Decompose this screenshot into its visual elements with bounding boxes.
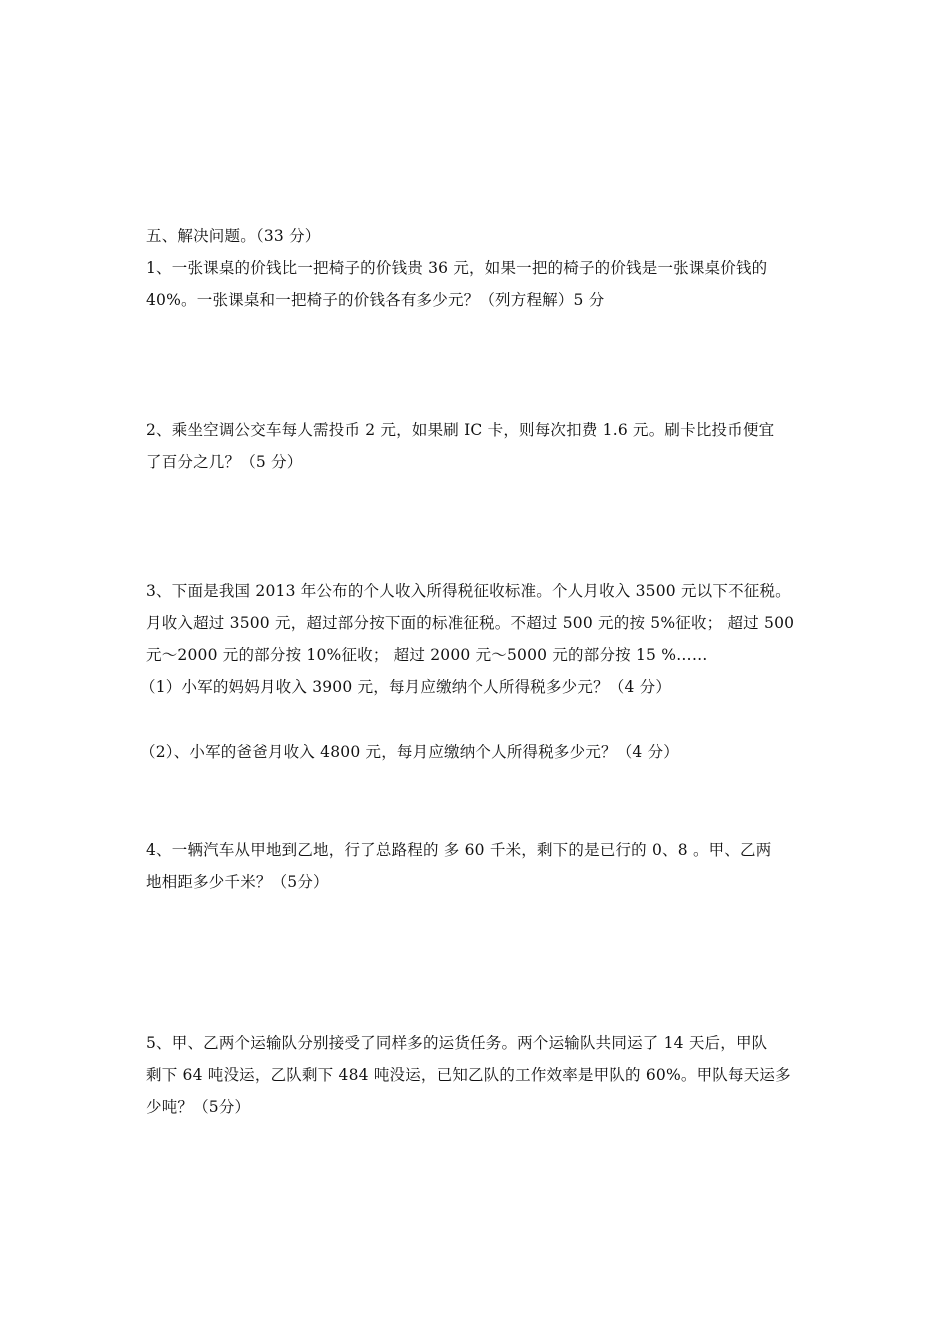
question-4-line-1: 4、一辆汽车从甲地到乙地，行了总路程的 多 60 千米，剩下的是已行的 0、8 。甲、乙两 <box>146 841 772 859</box>
question-3-sub-1: （1）小军的妈妈月收入 3900 元，每月应缴纳个人所得税多少元？（4 分） <box>140 678 672 696</box>
question-5-line-3: 少吨？（5分） <box>146 1098 251 1116</box>
question-3-line-2: 月收入超过 3500 元，超过部分按下面的标准征税。不超过 500 元的按 5%征收； 超过 500 <box>146 614 795 632</box>
question-2-line-2: 了百分之几？（5 分） <box>146 453 303 471</box>
question-3-line-1: 3、下面是我国 2013 年公布的个人收入所得税征收标准。个人月收入 3500 元以下不征税。 <box>146 582 791 600</box>
question-5-line-2: 剩下 64 吨没运，乙队剩下 484 吨没运，已知乙队的工作效率是甲队的 60%。甲队每天运多 <box>146 1066 791 1084</box>
question-3-line-3: 元～2000 元的部分按 10%征收； 超过 2000 元～5000 元的部分按 15 %…… <box>146 646 708 664</box>
question-2-line-1: 2、乘坐空调公交车每人需投币 2 元，如果刷 IC 卡，则每次扣费 1.6 元。刷卡比投币便宜 <box>146 421 775 439</box>
question-5-line-1: 5、甲、乙两个运输队分别接受了同样多的运货任务。两个运输队共同运了 14 天后，甲队 <box>146 1034 768 1052</box>
question-1-line-1: 1、一张课桌的价钱比一把椅子的价钱贵 36 元，如果一把的椅子的价钱是一张课桌价钱的 <box>146 259 768 277</box>
question-4-line-2: 地相距多少千米？（5分） <box>146 873 329 891</box>
section-title: 五、解决问题。（33 分） <box>146 227 321 245</box>
question-1-line-2: 40%。一张课桌和一把椅子的价钱各有多少元？（列方程解）5 分 <box>146 291 605 309</box>
question-3-sub-2: （2）、小军的爸爸月收入 4800 元，每月应缴纳个人所得税多少元？（4 分） <box>140 743 680 761</box>
